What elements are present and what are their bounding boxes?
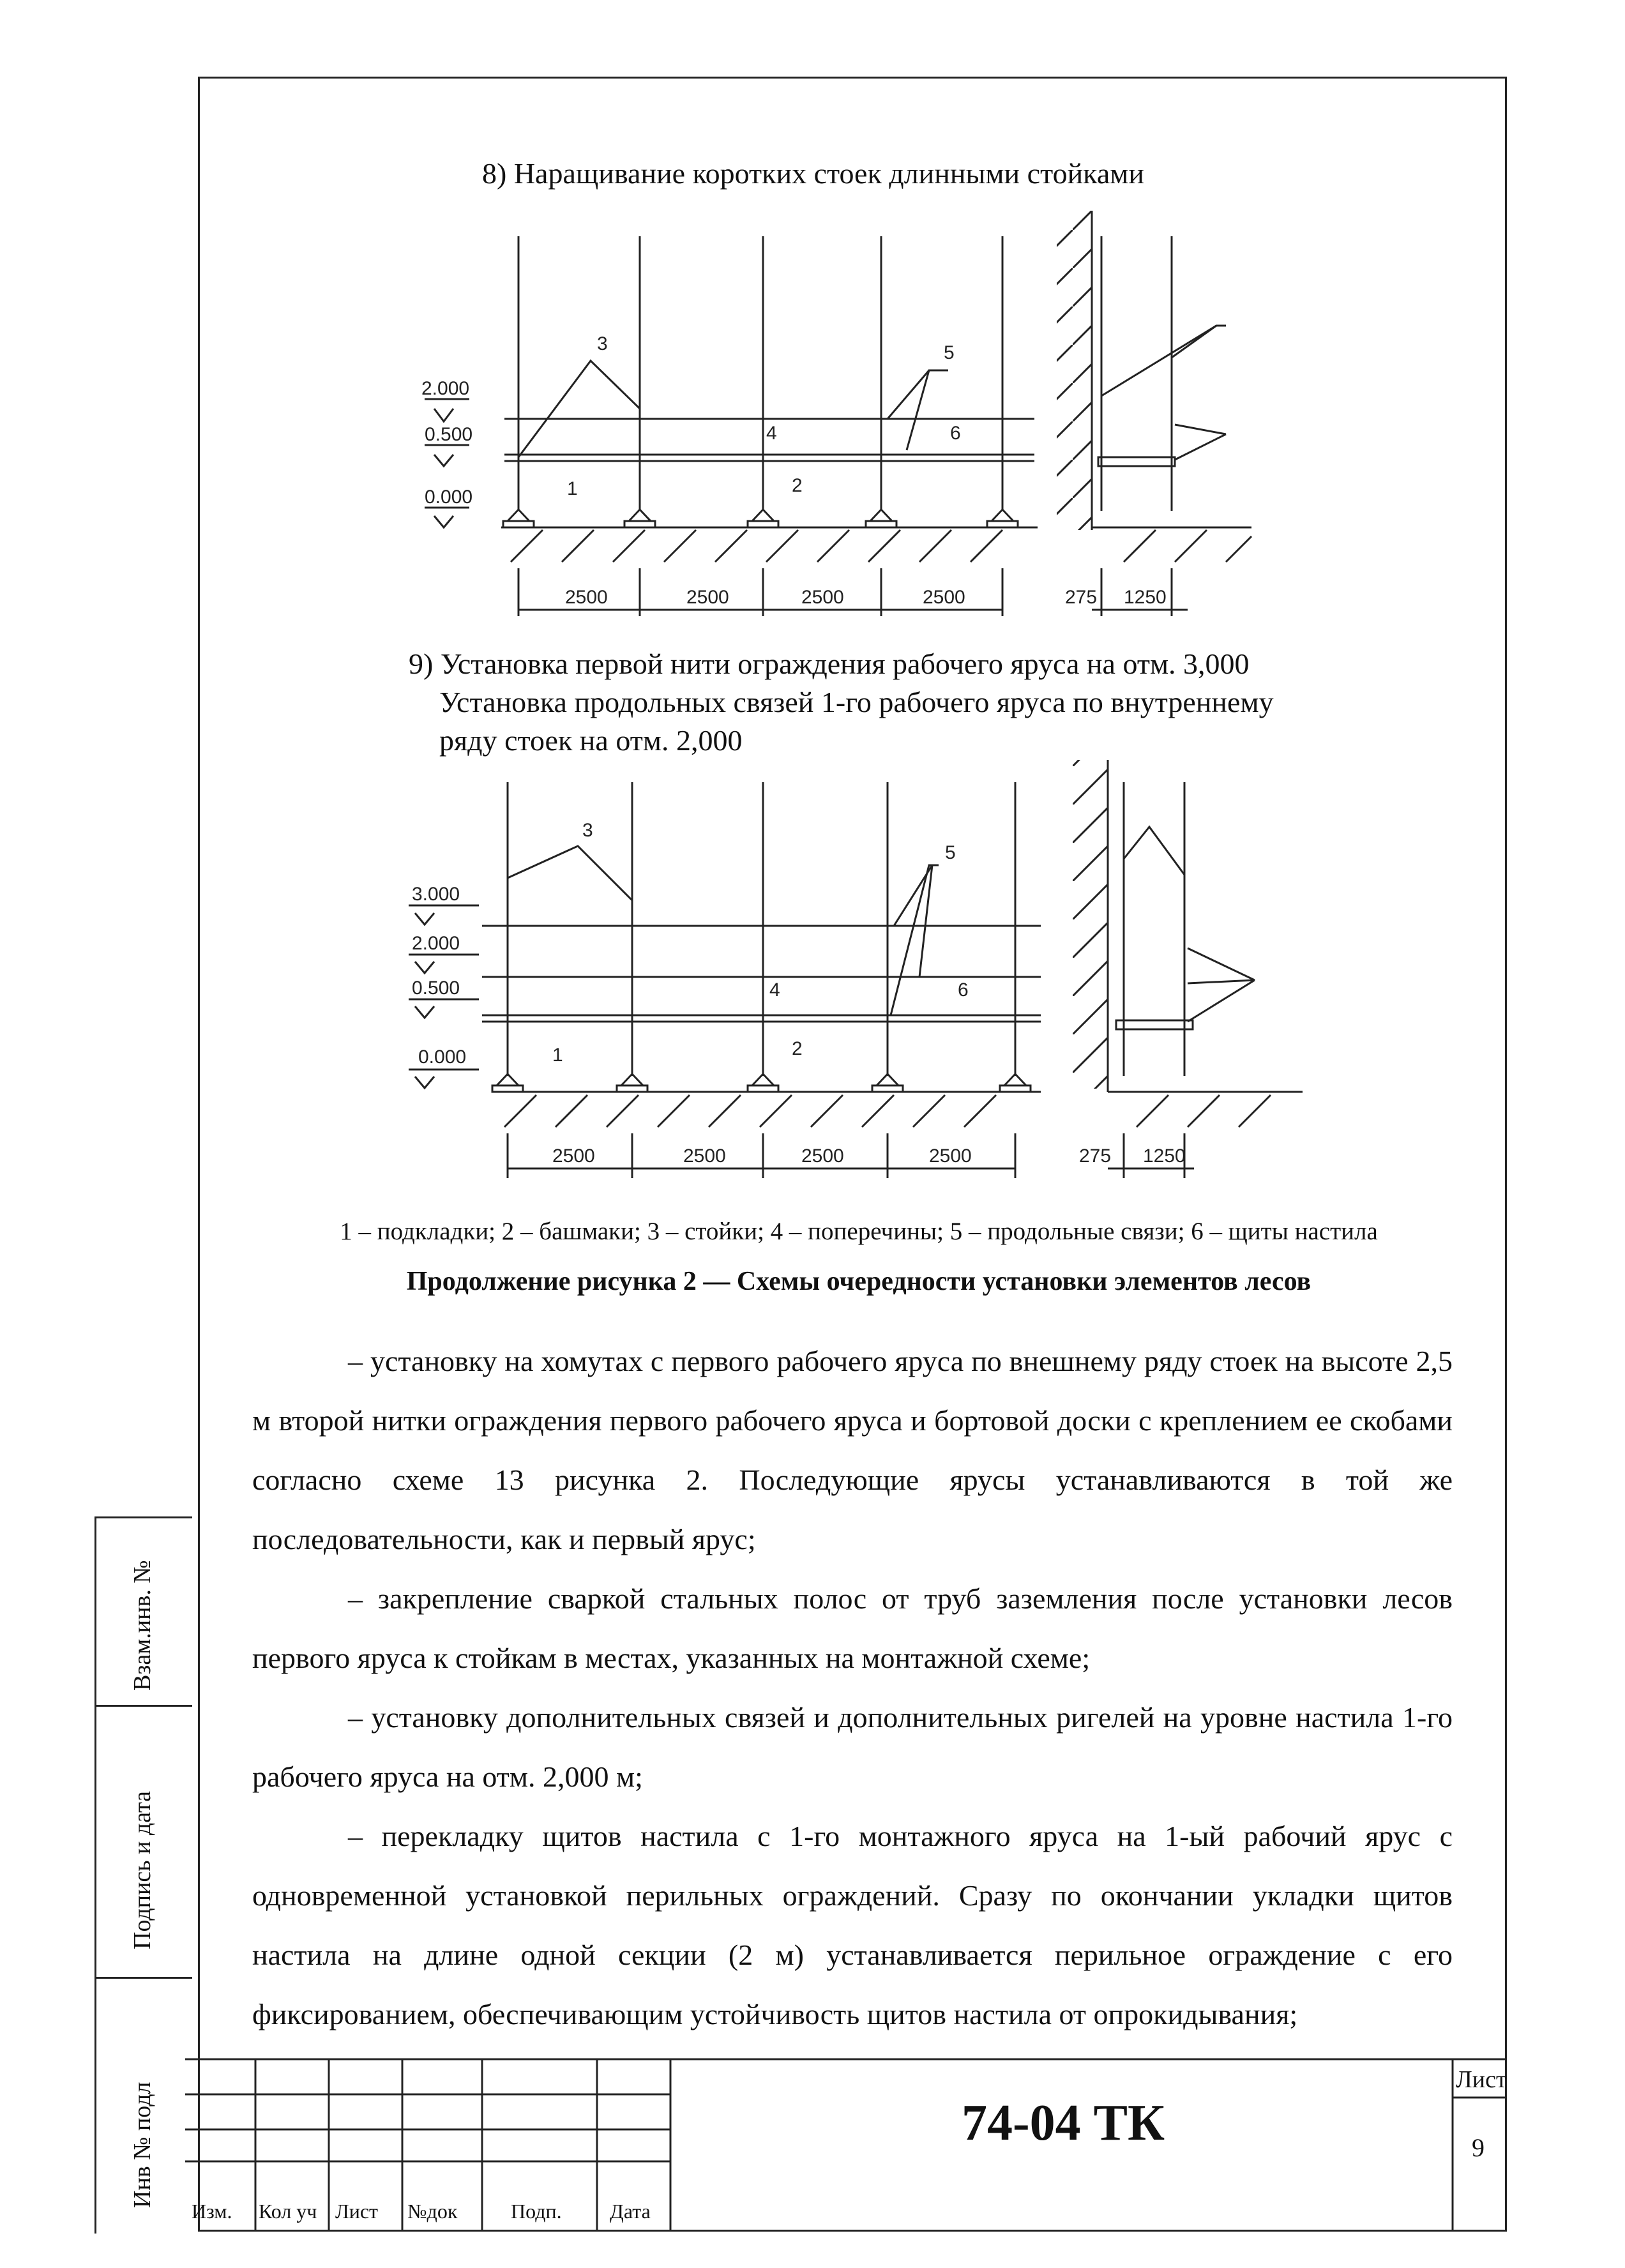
callout-6: 6 xyxy=(950,423,961,444)
callout-5: 5 xyxy=(944,342,955,363)
dim-4: 2500 xyxy=(923,587,965,608)
paragraph-3: – установку дополнительных связей и дополнительных ригелей на уровне настила 1-го рабочего яруса на отм. 2,000 м; xyxy=(252,1701,1453,1793)
dim-3: 2500 xyxy=(801,587,844,608)
dim9-1: 2500 xyxy=(552,1145,595,1167)
dim9-2: 2500 xyxy=(683,1145,726,1167)
callout9-4: 4 xyxy=(769,979,780,1001)
dim9-4: 2500 xyxy=(929,1145,972,1167)
dim-2: 2500 xyxy=(686,587,729,608)
level9-3000: 3.000 xyxy=(412,884,460,905)
callout-3: 3 xyxy=(597,333,608,354)
callout-1: 1 xyxy=(567,478,578,499)
level-0000: 0.000 xyxy=(425,487,473,508)
level-0500: 0.500 xyxy=(425,424,473,445)
tb-col-signature: Подп. xyxy=(511,2200,562,2223)
callout-4: 4 xyxy=(766,423,777,444)
scheme-9-caption-line-2: Установка продольных связей 1-го рабочего яруса по внутреннему xyxy=(439,686,1274,718)
level9-0000: 0.000 xyxy=(418,1047,467,1068)
figure-legend: 1 – подкладки; 2 – башмаки; 3 – стойки; 4 – поперечины; 5 – продольные связи; 6 – щиты настила xyxy=(340,1218,1378,1245)
callout9-3: 3 xyxy=(582,820,593,841)
stamp-signature-date: Подпись и дата xyxy=(129,1790,156,1949)
dim9-3: 2500 xyxy=(801,1145,844,1167)
level-2000: 2.000 xyxy=(421,378,470,399)
side9-dim-2: 1250 xyxy=(1143,1145,1186,1167)
document-code: 74-04 ТК xyxy=(961,2095,1165,2151)
scheme-8-caption: 8) Наращивание коротких стоек длинными стойками xyxy=(482,157,1144,190)
callout-2: 2 xyxy=(792,475,803,496)
paragraph-2: – закрепление сваркой стальных полос от труб заземления после установки лесов первого яруса к стойкам в местах, указанных на монтажной схеме; xyxy=(252,1582,1453,1674)
tb-col-sheet: Лист xyxy=(335,2200,379,2223)
figure-title: Продолжение рисунка 2 — Схемы очередности установки элементов лесов xyxy=(406,1267,1311,1296)
tb-col-change: Изм. xyxy=(192,2200,232,2223)
callout9-1: 1 xyxy=(552,1045,563,1066)
paragraph-1: – установку на хомутах с первого рабочего яруса по внешнему ряду стоек на высоте 2,5 м второй нитки ограждения первого рабочего яруса и бортовой доски с креплением ее скобами согласно схеме 13 рисунка 2. Последующие ярусы устанавливаются в той же последовательности, как и первый ярус; xyxy=(252,1345,1453,1555)
tb-col-date: Дата xyxy=(610,2200,651,2223)
callout9-6: 6 xyxy=(958,979,969,1001)
paragraph-4: – перекладку щитов настила с 1-го монтажного яруса на 1-ый рабочий ярус с одновременной установкой перильных ограждений. Сразу по окончании укладки щитов настила на длине одной секции (2 м) устанавливается перильное ограждение с его фиксированием, обеспечивающим устойчивость щитов настила от опрокидывания; xyxy=(252,1820,1453,2030)
dim-1: 2500 xyxy=(565,587,608,608)
sheet-label: Лист xyxy=(1456,2066,1507,2093)
tb-col-docnum: №док xyxy=(407,2200,458,2223)
callout9-5: 5 xyxy=(945,842,956,863)
scheme-9-caption-line-1: 9) Установка первой нити ограждения рабочего яруса на отм. 3,000 xyxy=(409,647,1250,680)
callout9-2: 2 xyxy=(792,1038,803,1059)
stamp-replacement-inv: Взам.инв. № xyxy=(129,1560,156,1691)
side-dim-2: 1250 xyxy=(1124,587,1167,608)
tb-col-qty: Кол уч xyxy=(259,2200,317,2223)
scheme-9-caption-line-3: ряду стоек на отм. 2,000 xyxy=(439,724,743,757)
stamp-original-inv: Инв № подл xyxy=(129,2082,156,2208)
level9-0500: 0.500 xyxy=(412,978,460,999)
side9-dim-1: 275 xyxy=(1079,1145,1112,1167)
sheet-number: 9 xyxy=(1472,2133,1485,2162)
side-dim-1: 275 xyxy=(1065,587,1098,608)
level9-2000: 2.000 xyxy=(412,933,460,954)
